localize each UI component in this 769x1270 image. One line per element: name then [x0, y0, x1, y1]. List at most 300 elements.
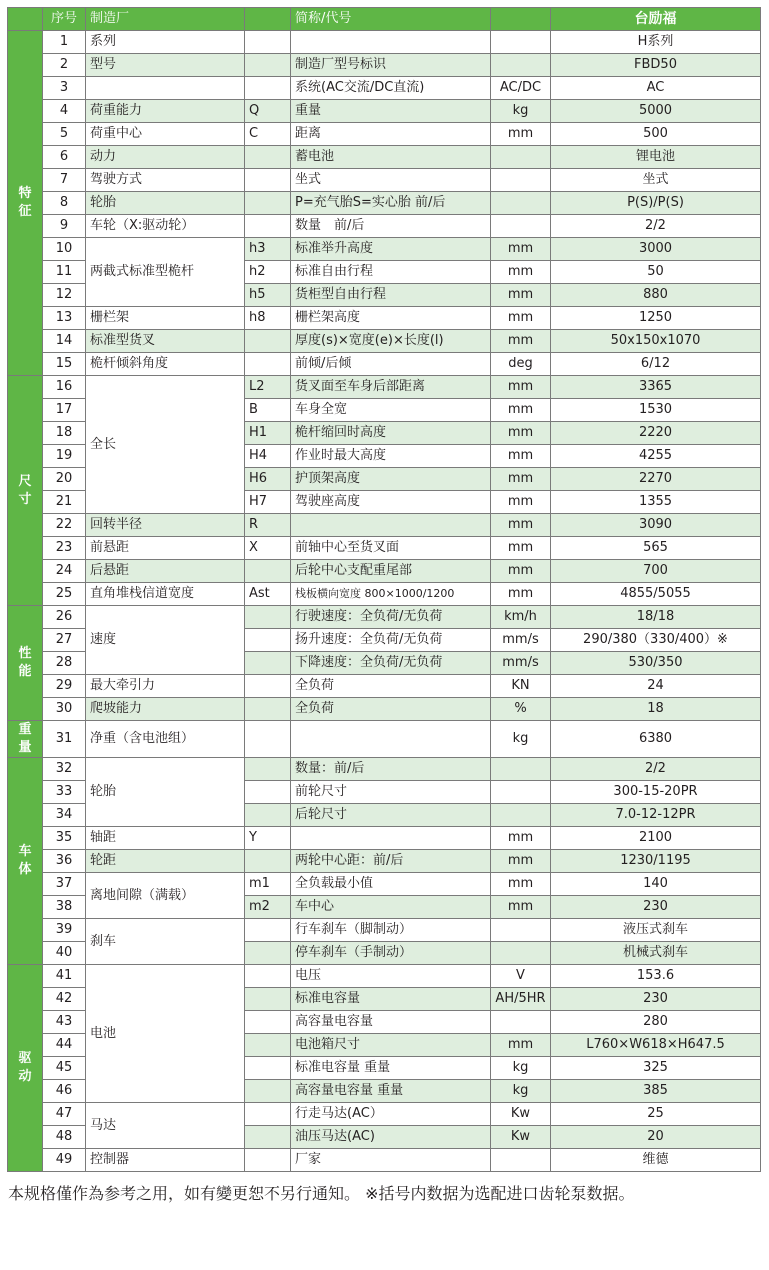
row-number: 7 — [43, 169, 86, 192]
row-number: 14 — [43, 330, 86, 353]
item-desc: 制造厂型号标识 — [291, 54, 491, 77]
item-symbol: H7 — [245, 491, 291, 514]
item-unit — [491, 1149, 551, 1172]
item-unit: deg — [491, 353, 551, 376]
item-symbol — [245, 560, 291, 583]
item-unit: mm — [491, 896, 551, 919]
item-value: 3000 — [551, 238, 761, 261]
item-desc: 下降速度：全负荷/无负荷 — [291, 652, 491, 675]
item-unit: mm/s — [491, 652, 551, 675]
item-name: 车轮（X:驱动轮） — [86, 215, 245, 238]
table-row — [8, 77, 761, 100]
item-desc: 全负荷 — [291, 675, 491, 698]
item-value: 18/18 — [551, 606, 761, 629]
item-symbol — [245, 629, 291, 652]
table-row — [8, 376, 761, 399]
row-number: 12 — [43, 284, 86, 307]
row-number: 27 — [43, 629, 86, 652]
item-symbol — [245, 988, 291, 1011]
item-symbol — [245, 77, 291, 100]
item-symbol: Ast — [245, 583, 291, 606]
row-number: 30 — [43, 698, 86, 721]
item-desc: 货叉面至车身后部距离 — [291, 376, 491, 399]
item-symbol — [245, 698, 291, 721]
item-desc: P=充气胎S=实心胎 前/后 — [291, 192, 491, 215]
item-unit — [491, 804, 551, 827]
item-symbol — [245, 192, 291, 215]
item-desc: 厚度(s)×宽度(e)×长度(l) — [291, 330, 491, 353]
item-symbol — [245, 1057, 291, 1080]
item-unit: mm — [491, 399, 551, 422]
item-desc: 作业时最大高度 — [291, 445, 491, 468]
item-name: 轮距 — [86, 850, 245, 873]
item-symbol — [245, 1103, 291, 1126]
item-value: 153.6 — [551, 965, 761, 988]
item-unit: km/h — [491, 606, 551, 629]
category-label — [8, 31, 43, 376]
row-number: 36 — [43, 850, 86, 873]
item-desc: 高容量电容量 — [291, 1011, 491, 1034]
item-symbol — [245, 781, 291, 804]
table-row — [8, 537, 761, 560]
item-value: 机械式刹车 — [551, 942, 761, 965]
item-value: AC — [551, 77, 761, 100]
item-unit: mm — [491, 376, 551, 399]
item-symbol — [245, 758, 291, 781]
item-value: 2220 — [551, 422, 761, 445]
item-unit: AH/5HR — [491, 988, 551, 1011]
table-row — [8, 1103, 761, 1126]
item-value: 280 — [551, 1011, 761, 1034]
item-desc: 前轴中心至货叉面 — [291, 537, 491, 560]
row-number: 25 — [43, 583, 86, 606]
row-number: 38 — [43, 896, 86, 919]
item-desc — [291, 827, 491, 850]
item-desc: 两轮中心距：前/后 — [291, 850, 491, 873]
item-desc: 标准电容量 — [291, 988, 491, 1011]
footer-note: 本规格僅作為参考之用，如有變更恕不另行通知。 ※括号内数据为选配进口齿轮泵数据。 — [8, 1184, 635, 1203]
item-value: 1355 — [551, 491, 761, 514]
item-symbol — [245, 330, 291, 353]
item-value: 6380 — [551, 721, 761, 758]
item-unit: mm — [491, 307, 551, 330]
item-symbol — [245, 804, 291, 827]
item-symbol — [245, 146, 291, 169]
row-number: 21 — [43, 491, 86, 514]
item-value: 300-15-20PR — [551, 781, 761, 804]
item-value: L760×W618×H647.5 — [551, 1034, 761, 1057]
table-row — [8, 307, 761, 330]
category-label — [8, 376, 43, 606]
item-desc: 栈板横向宽度 800×1000/1200 — [291, 583, 491, 606]
item-symbol: X — [245, 537, 291, 560]
table-row — [8, 31, 761, 54]
row-number: 48 — [43, 1126, 86, 1149]
item-value: 20 — [551, 1126, 761, 1149]
table-row — [8, 1149, 761, 1172]
item-symbol: H6 — [245, 468, 291, 491]
header-no: 序号 — [43, 8, 86, 31]
table-row — [8, 698, 761, 721]
item-name: 标准型货叉 — [86, 330, 245, 353]
item-desc: 油压马达(AC) — [291, 1126, 491, 1149]
item-name: 刹车 — [86, 919, 245, 965]
item-unit: mm — [491, 560, 551, 583]
item-unit: KN — [491, 675, 551, 698]
row-number: 45 — [43, 1057, 86, 1080]
header-sym-blank — [245, 8, 291, 31]
row-number: 4 — [43, 100, 86, 123]
row-number: 40 — [43, 942, 86, 965]
table-row — [8, 560, 761, 583]
item-value: 3090 — [551, 514, 761, 537]
item-name: 轮胎 — [86, 758, 245, 827]
item-desc: 行驶速度：全负荷/无负荷 — [291, 606, 491, 629]
item-desc: 扬升速度：全负荷/无负荷 — [291, 629, 491, 652]
item-value: 565 — [551, 537, 761, 560]
item-desc — [291, 514, 491, 537]
item-symbol — [245, 1080, 291, 1103]
category-label — [8, 721, 43, 758]
item-name: 电池 — [86, 965, 245, 1103]
row-number: 15 — [43, 353, 86, 376]
row-number: 33 — [43, 781, 86, 804]
item-value: 500 — [551, 123, 761, 146]
item-unit: mm/s — [491, 629, 551, 652]
item-symbol — [245, 652, 291, 675]
item-desc: 电池箱尺寸 — [291, 1034, 491, 1057]
table-row — [8, 850, 761, 873]
item-value: 18 — [551, 698, 761, 721]
item-unit: V — [491, 965, 551, 988]
item-desc: 系统(AC交流/DC直流) — [291, 77, 491, 100]
item-name: 马达 — [86, 1103, 245, 1149]
item-symbol — [245, 1126, 291, 1149]
item-value: 液压式刹车 — [551, 919, 761, 942]
row-number: 31 — [43, 721, 86, 758]
row-number: 16 — [43, 376, 86, 399]
item-desc: 高容量电容量 重量 — [291, 1080, 491, 1103]
row-number: 13 — [43, 307, 86, 330]
item-symbol — [245, 721, 291, 758]
item-value: 325 — [551, 1057, 761, 1080]
item-unit: mm — [491, 827, 551, 850]
item-value: 3365 — [551, 376, 761, 399]
category-label-text: 车体 — [18, 844, 32, 877]
item-value: 2/2 — [551, 215, 761, 238]
row-number: 46 — [43, 1080, 86, 1103]
item-name: 前悬距 — [86, 537, 245, 560]
row-number: 47 — [43, 1103, 86, 1126]
item-symbol — [245, 1149, 291, 1172]
item-symbol: H4 — [245, 445, 291, 468]
item-desc: 标准电容量 重量 — [291, 1057, 491, 1080]
item-name: 栅栏架 — [86, 307, 245, 330]
item-name: 两截式标准型桅杆 — [86, 238, 245, 307]
row-number: 29 — [43, 675, 86, 698]
item-value: 2/2 — [551, 758, 761, 781]
item-unit: mm — [491, 850, 551, 873]
item-unit: mm — [491, 238, 551, 261]
item-symbol — [245, 54, 291, 77]
item-value: 230 — [551, 988, 761, 1011]
item-unit — [491, 942, 551, 965]
item-symbol: C — [245, 123, 291, 146]
item-symbol — [245, 1011, 291, 1034]
item-value: 2270 — [551, 468, 761, 491]
table-row — [8, 215, 761, 238]
item-unit — [491, 758, 551, 781]
item-desc: 厂家 — [291, 1149, 491, 1172]
table-row — [8, 919, 761, 942]
item-value: 7.0-12-12PR — [551, 804, 761, 827]
item-desc: 重量 — [291, 100, 491, 123]
item-value: 24 — [551, 675, 761, 698]
item-unit: mm — [491, 284, 551, 307]
item-name — [86, 77, 245, 100]
item-desc: 行车刹车（脚制动） — [291, 919, 491, 942]
item-desc: 车身全宽 — [291, 399, 491, 422]
table-row — [8, 514, 761, 537]
item-name: 爬坡能力 — [86, 698, 245, 721]
row-number: 39 — [43, 919, 86, 942]
item-unit: mm — [491, 873, 551, 896]
item-symbol — [245, 675, 291, 698]
item-name: 最大牵引力 — [86, 675, 245, 698]
row-number: 32 — [43, 758, 86, 781]
row-number: 26 — [43, 606, 86, 629]
item-symbol: h2 — [245, 261, 291, 284]
item-desc: 标准自由行程 — [291, 261, 491, 284]
row-number: 37 — [43, 873, 86, 896]
item-unit — [491, 1011, 551, 1034]
item-value: 4255 — [551, 445, 761, 468]
item-symbol: h3 — [245, 238, 291, 261]
item-unit: kg — [491, 100, 551, 123]
row-number: 11 — [43, 261, 86, 284]
category-label-text: 驱动 — [18, 1051, 32, 1084]
item-name: 全长 — [86, 376, 245, 514]
row-number: 17 — [43, 399, 86, 422]
item-value: FBD50 — [551, 54, 761, 77]
item-name: 离地间隙（满载） — [86, 873, 245, 919]
item-symbol — [245, 850, 291, 873]
table-row — [8, 54, 761, 77]
item-desc — [291, 31, 491, 54]
item-name: 动力 — [86, 146, 245, 169]
item-unit: kg — [491, 721, 551, 758]
item-desc: 蓄电池 — [291, 146, 491, 169]
row-number: 41 — [43, 965, 86, 988]
item-unit: mm — [491, 422, 551, 445]
item-unit — [491, 146, 551, 169]
table-row — [8, 192, 761, 215]
item-symbol: L2 — [245, 376, 291, 399]
category-label-text: 性能 — [18, 646, 32, 679]
item-symbol: m1 — [245, 873, 291, 896]
item-name: 回转半径 — [86, 514, 245, 537]
row-number: 1 — [43, 31, 86, 54]
item-value: 530/350 — [551, 652, 761, 675]
item-desc: 栅栏架高度 — [291, 307, 491, 330]
item-unit: mm — [491, 583, 551, 606]
item-value: 维德 — [551, 1149, 761, 1172]
row-number: 9 — [43, 215, 86, 238]
item-symbol — [245, 215, 291, 238]
table-row — [8, 965, 761, 988]
row-number: 5 — [43, 123, 86, 146]
item-unit: mm — [491, 1034, 551, 1057]
item-symbol: H1 — [245, 422, 291, 445]
item-desc: 后轮中心支配重尾部 — [291, 560, 491, 583]
item-desc: 行走马达(AC） — [291, 1103, 491, 1126]
table-row — [8, 100, 761, 123]
row-number: 24 — [43, 560, 86, 583]
table-row — [8, 827, 761, 850]
header-maker: 制造厂 — [86, 8, 245, 31]
item-unit: kg — [491, 1057, 551, 1080]
item-value: 290/380（330/400）※ — [551, 629, 761, 652]
table-row — [8, 606, 761, 629]
item-unit: mm — [491, 514, 551, 537]
item-name: 荷重中心 — [86, 123, 245, 146]
item-value: H系列 — [551, 31, 761, 54]
item-name: 后悬距 — [86, 560, 245, 583]
table-row — [8, 123, 761, 146]
header-unit-blank — [491, 8, 551, 31]
table-row — [8, 721, 761, 758]
item-unit: Kw — [491, 1103, 551, 1126]
item-value: P(S)/P(S) — [551, 192, 761, 215]
item-desc: 数量 前/后 — [291, 215, 491, 238]
item-unit: mm — [491, 491, 551, 514]
item-desc: 全负荷 — [291, 698, 491, 721]
row-number: 8 — [43, 192, 86, 215]
row-number: 2 — [43, 54, 86, 77]
item-desc: 桅杆缩回时高度 — [291, 422, 491, 445]
category-label — [8, 606, 43, 721]
table-row — [8, 330, 761, 353]
item-symbol — [245, 942, 291, 965]
item-unit: mm — [491, 445, 551, 468]
item-symbol: Y — [245, 827, 291, 850]
item-unit: mm — [491, 261, 551, 284]
item-unit — [491, 169, 551, 192]
item-name: 桅杆倾斜角度 — [86, 353, 245, 376]
item-symbol: h5 — [245, 284, 291, 307]
header-brand: 台励福 — [551, 8, 761, 31]
item-name: 速度 — [86, 606, 245, 675]
item-value: 6/12 — [551, 353, 761, 376]
item-unit — [491, 919, 551, 942]
header-cat-blank — [8, 8, 43, 31]
category-label — [8, 758, 43, 965]
item-unit: kg — [491, 1080, 551, 1103]
item-name: 轴距 — [86, 827, 245, 850]
item-value: 1250 — [551, 307, 761, 330]
item-value: 385 — [551, 1080, 761, 1103]
item-desc: 全负载最小值 — [291, 873, 491, 896]
item-value: 880 — [551, 284, 761, 307]
item-desc: 车中心 — [291, 896, 491, 919]
row-number: 42 — [43, 988, 86, 1011]
row-number: 10 — [43, 238, 86, 261]
row-number: 23 — [43, 537, 86, 560]
item-name: 直角堆栈信道宽度 — [86, 583, 245, 606]
item-desc: 前倾/后倾 — [291, 353, 491, 376]
table-row — [8, 169, 761, 192]
item-value: 2100 — [551, 827, 761, 850]
item-unit — [491, 781, 551, 804]
item-symbol: m2 — [245, 896, 291, 919]
item-desc: 坐式 — [291, 169, 491, 192]
item-desc: 电压 — [291, 965, 491, 988]
item-value: 1230/1195 — [551, 850, 761, 873]
table-row — [8, 353, 761, 376]
row-number: 3 — [43, 77, 86, 100]
item-unit: mm — [491, 330, 551, 353]
item-name: 驾驶方式 — [86, 169, 245, 192]
item-value: 锂电池 — [551, 146, 761, 169]
item-value: 700 — [551, 560, 761, 583]
item-desc: 后轮尺寸 — [291, 804, 491, 827]
category-label-text: 重量 — [18, 722, 32, 755]
item-unit — [491, 192, 551, 215]
item-symbol — [245, 169, 291, 192]
item-unit: Kw — [491, 1126, 551, 1149]
row-number: 22 — [43, 514, 86, 537]
item-symbol — [245, 606, 291, 629]
category-label — [8, 965, 43, 1172]
item-name: 净重（含电池组） — [86, 721, 245, 758]
row-number: 19 — [43, 445, 86, 468]
item-value: 230 — [551, 896, 761, 919]
row-number: 43 — [43, 1011, 86, 1034]
category-label-text: 特征 — [18, 186, 32, 219]
item-desc: 停车刹车（手制动） — [291, 942, 491, 965]
item-unit: mm — [491, 123, 551, 146]
item-desc: 护顶架高度 — [291, 468, 491, 491]
header-code: 简称/代号 — [291, 8, 491, 31]
item-name: 型号 — [86, 54, 245, 77]
item-desc: 货柜型自由行程 — [291, 284, 491, 307]
table-row — [8, 238, 761, 261]
table-row — [8, 583, 761, 606]
spec-table-body — [8, 8, 761, 1172]
item-value: 5000 — [551, 100, 761, 123]
item-name: 系列 — [86, 31, 245, 54]
table-row — [8, 873, 761, 896]
row-number: 18 — [43, 422, 86, 445]
item-symbol: h8 — [245, 307, 291, 330]
row-number: 28 — [43, 652, 86, 675]
item-name: 荷重能力 — [86, 100, 245, 123]
item-symbol — [245, 353, 291, 376]
row-number: 34 — [43, 804, 86, 827]
item-value: 25 — [551, 1103, 761, 1126]
row-number: 35 — [43, 827, 86, 850]
item-value: 1530 — [551, 399, 761, 422]
category-label-text: 尺寸 — [18, 473, 32, 507]
row-number: 20 — [43, 468, 86, 491]
item-unit — [491, 31, 551, 54]
table-header-row — [8, 8, 761, 31]
item-value: 坐式 — [551, 169, 761, 192]
item-desc: 标准举升高度 — [291, 238, 491, 261]
item-value: 50x150x1070 — [551, 330, 761, 353]
item-symbol: Q — [245, 100, 291, 123]
table-row — [8, 675, 761, 698]
